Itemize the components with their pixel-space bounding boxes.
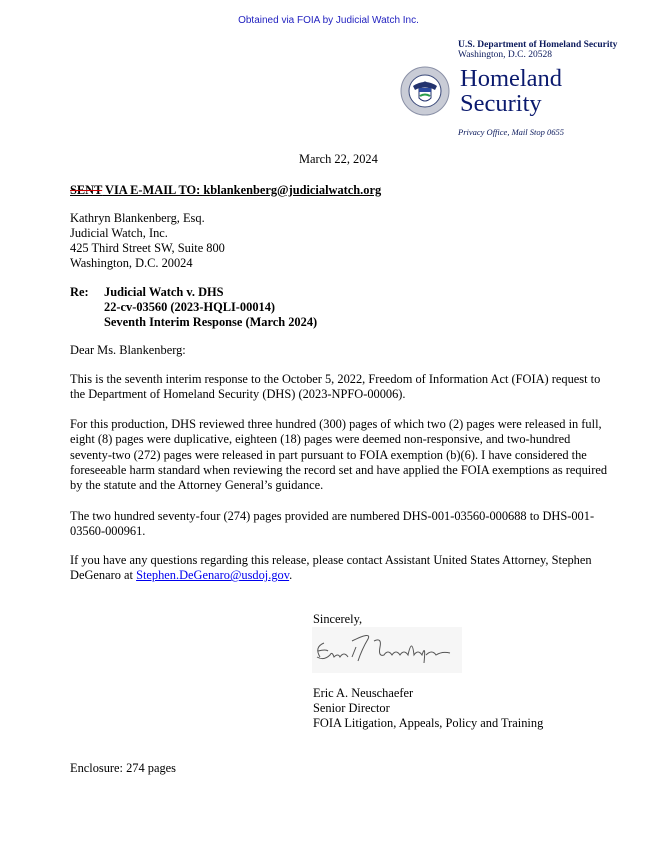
delivery-text: VIA E-MAIL TO: kblankenberg@judicialwatch.org xyxy=(102,183,382,197)
recipient-name: Kathryn Blankenberg, Esq. xyxy=(70,211,205,225)
salutation: Dear Ms. Blankenberg: xyxy=(70,343,186,357)
re-label: Re: xyxy=(70,285,89,299)
paragraph-numbering: The two hundred seventy-four (274) pages provided are numbered DHS-001-03560-000688 to DHS-001-03560-000961. xyxy=(70,509,595,539)
delivery-line xyxy=(70,183,381,198)
foia-banner: Obtained via FOIA by Judicial Watch Inc. xyxy=(238,15,419,26)
signature-image xyxy=(312,627,462,673)
re-line-3: Seventh Interim Response (March 2024) xyxy=(104,315,318,329)
office-mail-stop: Privacy Office, Mail Stop 0655 xyxy=(458,127,564,137)
signer-office: FOIA Litigation, Appeals, Policy and Training xyxy=(313,716,544,730)
signer-title: Senior Director xyxy=(313,701,390,715)
re-line-1: Judicial Watch v. DHS xyxy=(104,285,224,299)
department-address: Washington, D.C. 20528 xyxy=(458,50,552,60)
contact-end: . xyxy=(289,568,293,583)
paragraph-intro: This is the seventh interim response to the October 5, 2022, Freedom of Information Act (FOIA) request to the Department of Homeland Security (DHS) (2023-NPFO-00006). xyxy=(70,372,601,402)
signer-name: Eric A. Neuschaefer xyxy=(313,686,414,700)
enclosure-note: Enclosure: 274 pages xyxy=(70,761,176,775)
department-header xyxy=(458,40,617,60)
recipient-org: Judicial Watch, Inc. xyxy=(70,226,168,240)
paragraph-production: For this production, DHS reviewed three hundred (300) pages of which two (2) pages were released in full, eight (8) pages were duplicative, eighteen (18) pages were deemed non-responsive, and two-hundred seventy-two (272) pages were released in part pursuant to FOIA exemption (b)(6). I have considered the foreseeable harm standard when reviewing the record set and have applied the FOIA exemptions as required by the statute and the Attorney General’s guidance. xyxy=(70,417,608,493)
contact-text: If you have any questions regarding this release, please contact Assistant United States Attorney, Stephen DeGenaro at xyxy=(70,553,592,583)
signature-icon xyxy=(312,627,462,673)
department-name: U.S. Department of Homeland Security xyxy=(458,40,618,50)
dhs-seal-icon xyxy=(400,66,450,116)
valediction: Sincerely, xyxy=(313,612,363,626)
homeland-security-title xyxy=(460,66,562,116)
title-line-1: Homeland xyxy=(460,65,563,92)
sent-struck: SENT xyxy=(70,183,103,197)
recipient-street: 425 Third Street SW, Suite 800 xyxy=(70,241,225,255)
title-line-2: Security xyxy=(460,90,542,117)
contact-email-link[interactable]: Stephen.DeGenaro@usdoj.gov xyxy=(136,568,290,583)
paragraph-contact xyxy=(70,553,610,584)
letter-date: March 22, 2024 xyxy=(299,152,378,166)
recipient-city: Washington, D.C. 20024 xyxy=(70,256,193,270)
re-line-2: 22-cv-03560 (2023-HQLI-00014) xyxy=(104,300,276,314)
